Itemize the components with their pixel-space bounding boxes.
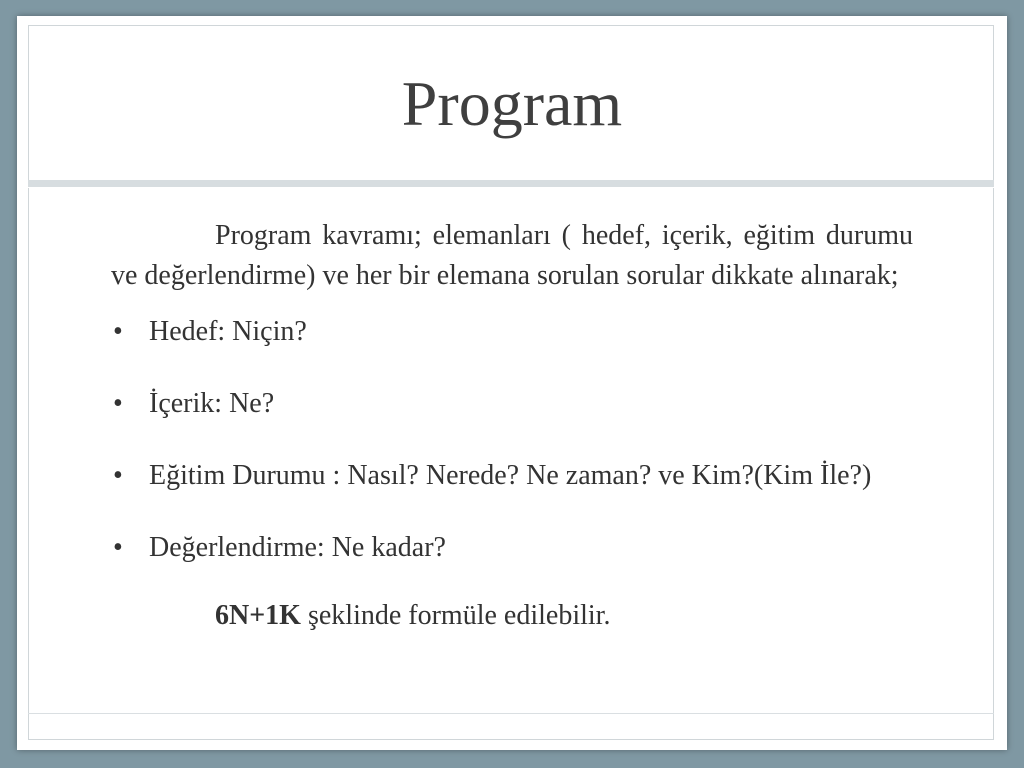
footer-divider: [28, 713, 994, 714]
bullet-icon: •: [113, 532, 123, 563]
bullet-text: Eğitim Durumu : Nasıl? Nerede? Ne zaman? ve Kim?(Kim İle?): [149, 460, 872, 491]
bullet-icon: •: [113, 460, 123, 491]
bullet-icon: •: [113, 316, 123, 347]
formula-line: [111, 596, 913, 636]
bullet-item-icerik: [111, 384, 913, 424]
bullet-item-degerlendirme: [111, 528, 913, 568]
slide-title: Program: [401, 68, 623, 139]
title-divider-bar: [28, 180, 994, 187]
bullet-text: Değerlendirme: Ne kadar?: [149, 532, 446, 563]
bullet-item-egitim-durumu: [111, 456, 913, 496]
bullet-item-hedef: [111, 312, 913, 352]
bullet-text: Hedef: Niçin?: [149, 316, 307, 347]
slide: [17, 16, 1007, 750]
bullet-text: İçerik: Ne?: [149, 388, 275, 419]
formula-bold: 6N+1K: [215, 600, 301, 631]
slide-content: [111, 216, 913, 636]
intro-paragraph: Program kavramı; elemanları ( hedef, içerik, eğitim durumu ve değerlendirme) ve her bir elemana sorulan sorular dikkate alınarak;: [111, 220, 913, 291]
bullet-list: [111, 312, 913, 568]
bullet-icon: •: [113, 388, 123, 419]
formula-rest: şeklinde formüle edilebilir.: [300, 600, 611, 631]
